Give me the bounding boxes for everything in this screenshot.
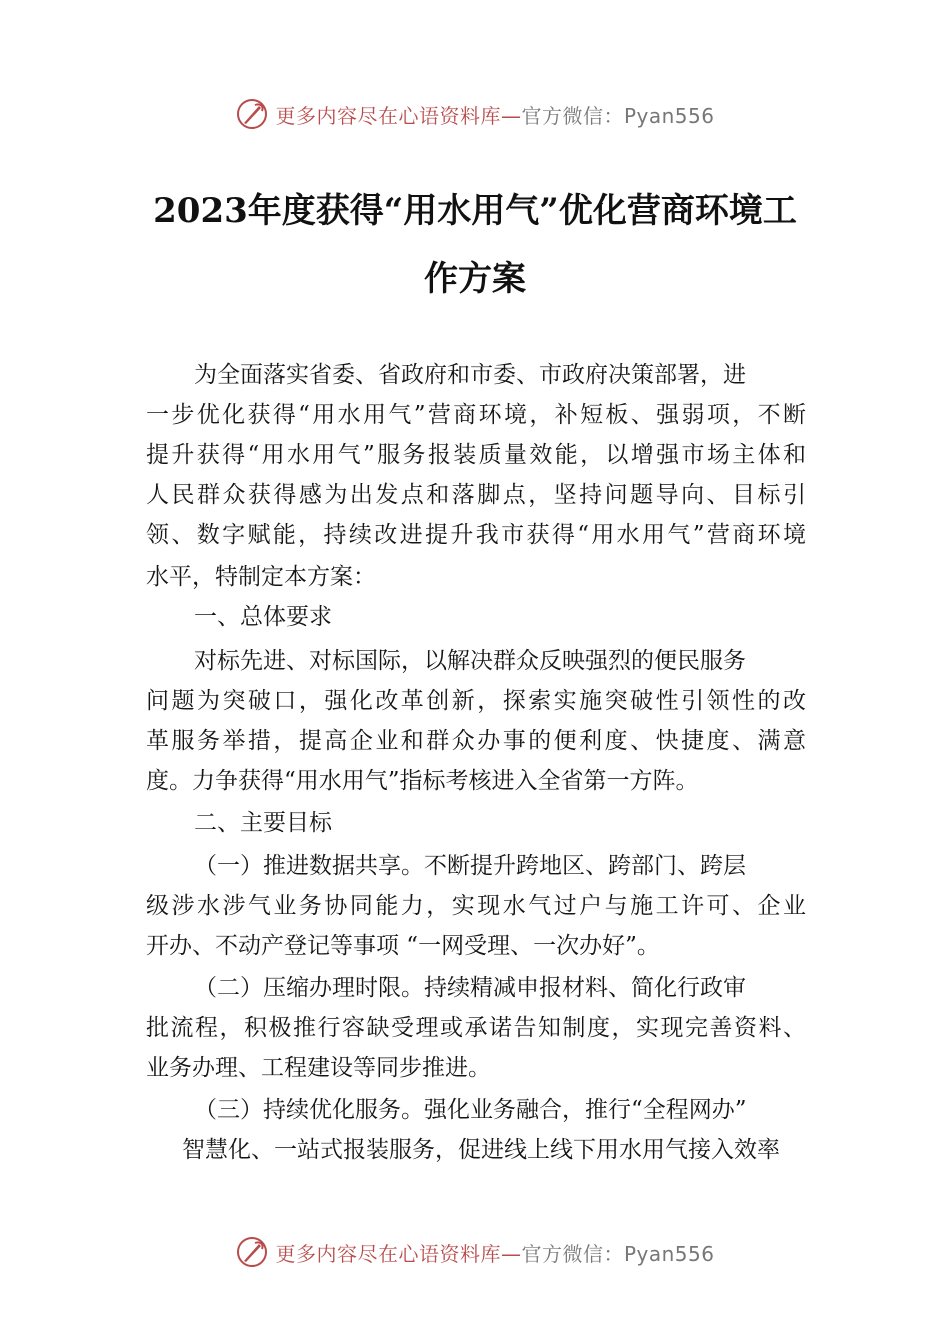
brand-text: 更多内容尽在心语资料库 — [275, 1241, 501, 1266]
body-line: 问题为突破口，强化改革创新，探索实施突破性引领性的改 — [146, 688, 806, 714]
body-line: 提升获得“用水用气”服务报装质量效能，以增强市场主体和 — [146, 442, 806, 468]
body-line: 开办、不动产登记等事项 “一网受理、一次办好”。 — [146, 933, 660, 959]
wechat-text: 官方微信：Pyan556 — [521, 1241, 715, 1266]
body-line: 级涉水涉气业务协同能力，实现水气过户与施工许可、企业 — [146, 893, 806, 919]
body-line: 智慧化、一站式报装服务，促进线上线下用水用气接入效率 — [182, 1137, 780, 1163]
dash: — — [500, 1241, 522, 1266]
document-title-line-2: 作方案 — [424, 259, 526, 299]
wechat-text: 官方微信：Pyan556 — [521, 103, 715, 128]
dash: — — [500, 103, 522, 128]
section-heading: 二、主要目标 — [194, 810, 332, 836]
header-watermark — [0, 94, 950, 134]
footer-watermark — [0, 1232, 950, 1272]
body-line: （一）推进数据共享。不断提升跨地区、跨部门、跨层 — [194, 853, 746, 879]
body-line: 人民群众获得感为出发点和落脚点，坚持问题导向、目标引 — [146, 482, 806, 508]
body-line: （二）压缩办理时限。持续精减申报材料、简化行政审 — [194, 975, 746, 1001]
body-line: 对标先进、对标国际，以解决群众反映强烈的便民服务 — [194, 648, 746, 674]
body-line: 度。力争获得“用水用气”指标考核进入全省第一方阵。 — [146, 768, 699, 794]
quill-pen-circle-icon — [235, 1235, 269, 1269]
body-line: 业务办理、工程建设等同步推进。 — [146, 1055, 491, 1081]
body-line: 革服务举措，提高企业和群众办事的便利度、快捷度、满意 — [146, 728, 806, 754]
body-line: 批流程，积极推行容缺受理或承诺告知制度，实现完善资料、 — [146, 1015, 806, 1041]
watermark-text — [275, 1238, 714, 1267]
document-title-line-1: 2023年度获得“用水用气”优化营商环境工 — [153, 191, 797, 231]
brand-text: 更多内容尽在心语资料库 — [275, 103, 501, 128]
section-heading: 一、总体要求 — [194, 604, 332, 630]
body-line: 水平，特制定本方案： — [146, 564, 376, 590]
body-line: 一步优化获得“用水用气”营商环境，补短板、强弱项，不断 — [146, 402, 806, 428]
body-line: 领、数字赋能，持续改进提升我市获得“用水用气”营商环境 — [146, 522, 806, 548]
quill-pen-circle-icon — [235, 97, 269, 131]
body-line: （三）持续优化服务。强化业务融合，推行“全程网办” — [194, 1097, 747, 1123]
watermark-text — [275, 100, 714, 129]
body-line: 为全面落实省委、省政府和市委、市政府决策部署，进 — [194, 362, 746, 388]
